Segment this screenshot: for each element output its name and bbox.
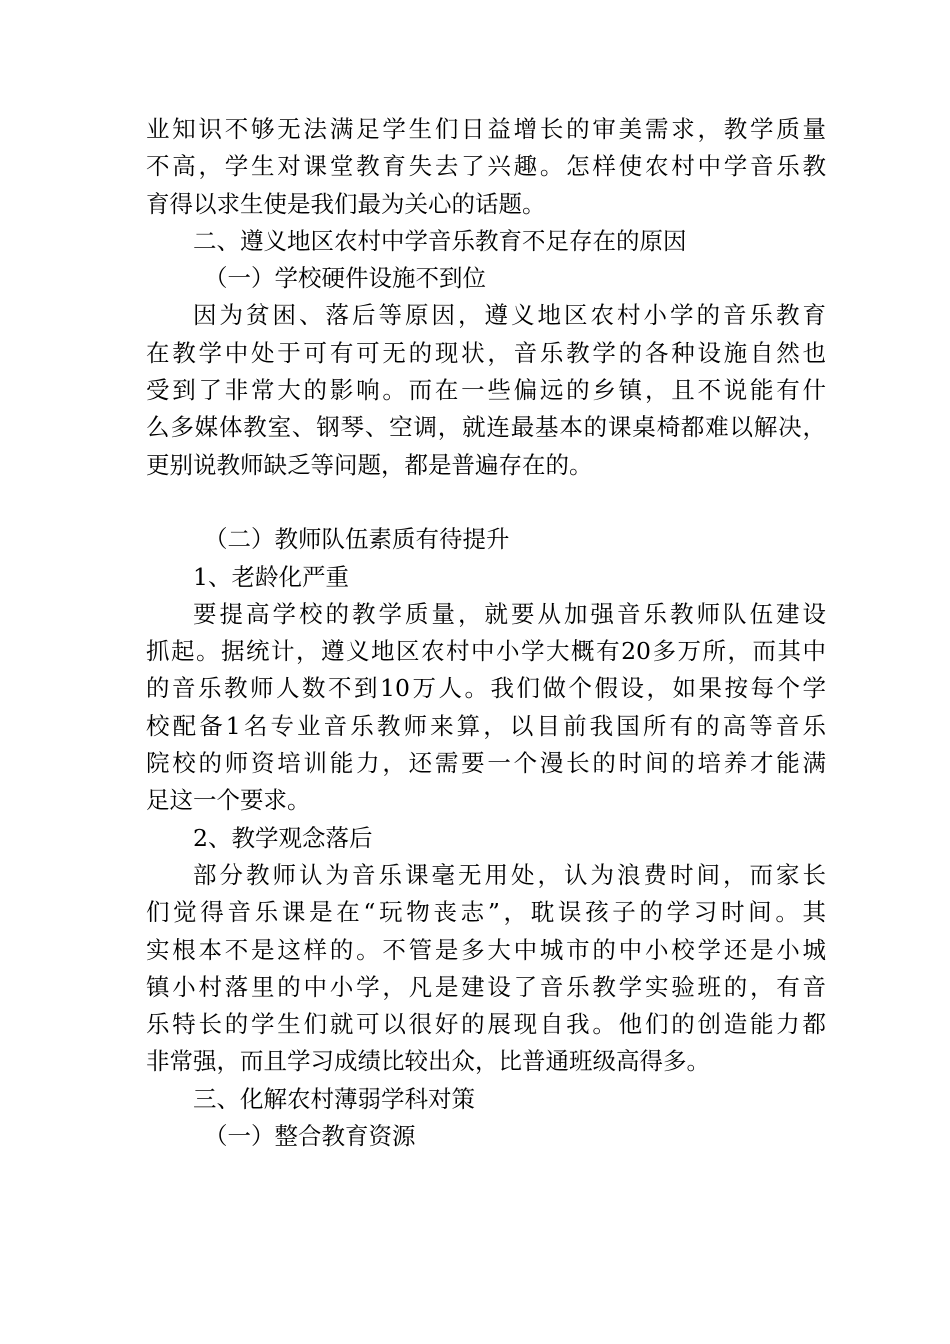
text-line: 业知识不够无法满足学生们日益增长的审美需求，教学质量 — [146, 115, 826, 143]
subsection-heading: （一）整合教育资源 — [204, 1122, 416, 1151]
text-line: 受到了非常大的影响。而在一些偏远的乡镇，且不说能有什 — [146, 376, 826, 405]
item-heading: 1、老龄化严重 — [193, 562, 349, 591]
section-heading: 三、化解农村薄弱学科对策 — [193, 1084, 475, 1113]
blank-line — [146, 484, 826, 521]
item-heading: 2、教学观念落后 — [193, 823, 373, 852]
text-line: 院校的师资培训能力，还需要一个漫长的时间的培养才能满 — [146, 749, 826, 778]
text-line: 育得以求生使是我们最为关心的话题。 — [146, 189, 546, 218]
subsection-heading: （二）教师队伍素质有待提升 — [204, 525, 510, 554]
text-line: 校配备1名专业音乐教师来算，以目前我国所有的高等音乐 — [146, 711, 826, 740]
subsection-heading: （一）学校硬件设施不到位 — [204, 264, 486, 293]
text-line: 们觉得音乐课是在“玩物丧志”，耽误孩子的学习时间。其 — [146, 898, 826, 927]
text-line: 非常强，而且学习成绩比较出众，比普通班级高得多。 — [146, 1047, 710, 1076]
section-heading: 二、遵义地区农村中学音乐教育不足存在的原因 — [193, 226, 687, 255]
text-line: 抓起。据统计，遵义地区农村中小学大概有20多万所，而其中 — [146, 637, 826, 666]
document-body — [146, 111, 826, 1155]
text-line: 要提高学校的教学质量，就要从加强音乐教师队伍建设 — [193, 599, 826, 628]
text-line: 因为贫困、落后等原因，遵义地区农村小学的音乐教育 — [193, 301, 826, 330]
text-line: 实根本不是这样的。不管是多大中城市的中小校学还是小城 — [146, 935, 826, 964]
text-line: 更别说教师缺乏等问题，都是普遍存在的。 — [146, 450, 593, 479]
text-line: 部分教师认为音乐课毫无用处，认为浪费时间，而家长 — [193, 860, 826, 889]
text-line: 乐特长的学生们就可以很好的展现自我。他们的创造能力都 — [146, 1010, 826, 1039]
text-line: 足这一个要求。 — [146, 786, 311, 815]
text-line: 镇小村落里的中小学，凡是建设了音乐教学实验班的，有音 — [146, 972, 826, 1001]
text-line: 的音乐教师人数不到10万人。我们做个假设，如果按每个学 — [146, 674, 826, 703]
text-line: 不高，学生对课堂教育失去了兴趣。怎样使农村中学音乐教 — [146, 152, 826, 181]
text-line: 在教学中处于可有可无的现状，音乐教学的各种设施自然也 — [146, 338, 826, 367]
text-line: 么多媒体教室、钢琴、空调，就连最基本的课桌椅都难以解决， — [146, 413, 826, 442]
